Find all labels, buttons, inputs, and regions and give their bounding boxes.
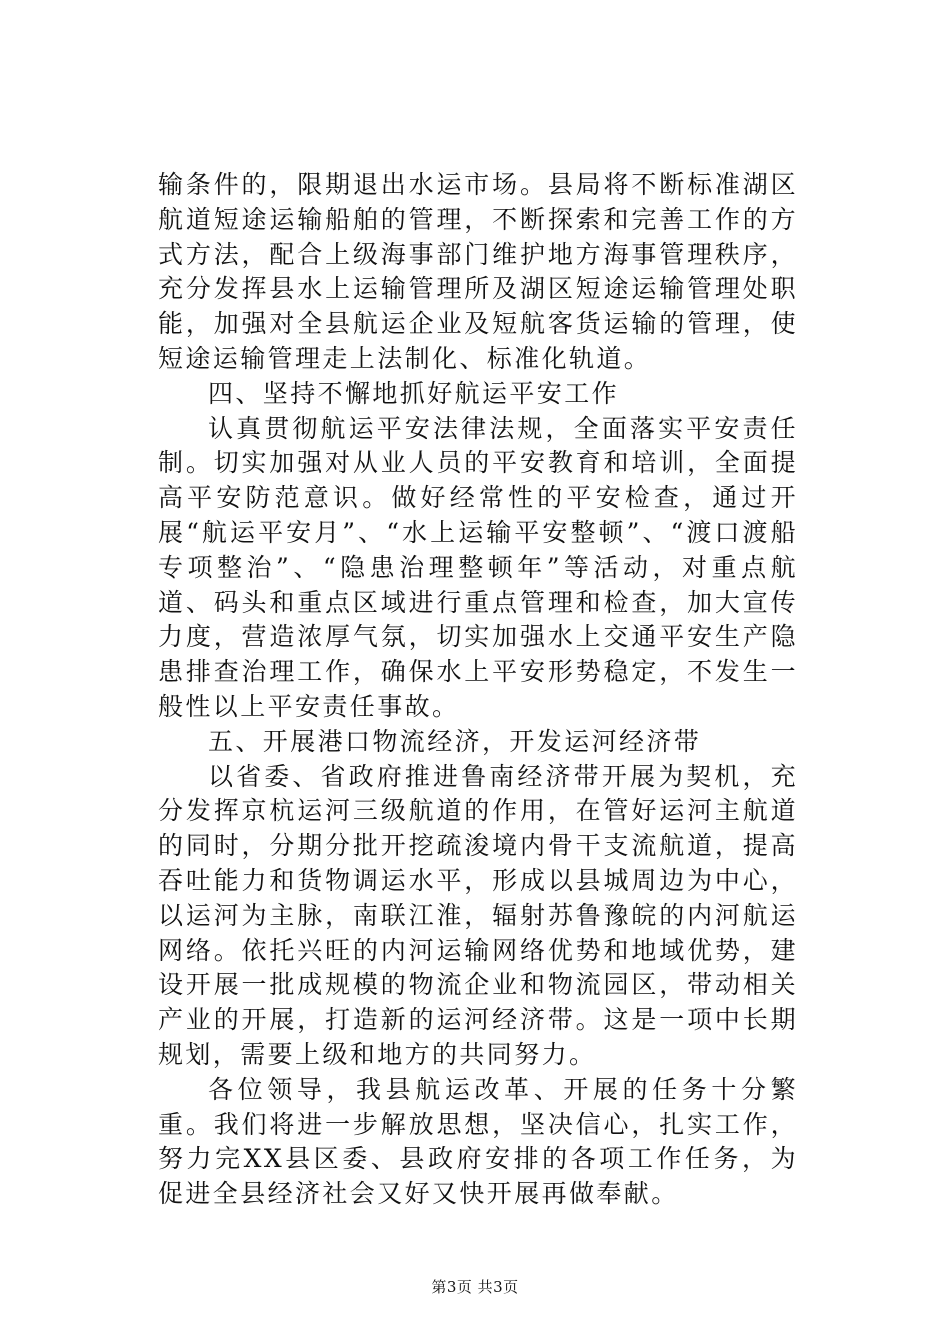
section-heading-4: 四、坚持不懈地抓好航运平安工作	[208, 378, 620, 408]
paragraph-closing: 各位领导，我县航运改革、开展的任务十分繁重。我们将进一步解放思想，坚决信心，扎实工作，努力完XX县区委、县政府安排的各项工作任务，为促进全县经济社会又好又快开展再做奉献。	[158, 1074, 798, 1209]
paragraph-safety: 认真贯彻航运平安法律法规，全面落实平安责任制。切实加强对从业人员的平安教育和培训，全面提高平安防范意识。做好经常性的平安检查，通过开展“航运平安月”、“水上运输平安整顿”、“渡口渡船专项整治”、“隐患治理整顿年”等活动，对重点航道、码头和重点区域进行重点管理和检查，加大宣传力度，营造浓厚气氛，切实加强水上交通平安生产隐患排查治理工作，确保水上平安形势稳定，不发生一般性以上平安责任事故。	[158, 413, 798, 721]
section-heading-5: 五、开展港口物流经济，开发运河经济带	[208, 726, 702, 756]
document-body	[158, 168, 798, 1212]
paragraph-continuation: 输条件的，限期退出水运市场。县局将不断标准湖区航道短途运输船舶的管理，不断探索和完善工作的方式方法，配合上级海事部门维护地方海事管理秩序，充分发挥县水上运输管理所及湖区短途运输管理处职能，加强对全县航运企业及短航客货运输的管理，使短途运输管理走上法制化、标准化轨道。	[158, 170, 798, 373]
paragraph-logistics: 以省委、省政府推进鲁南经济带开展为契机，充分发挥京杭运河三级航道的作用，在管好运河主航道的同时，分期分批开挖疏浚境内骨干支流航道，提高吞吐能力和货物调运水平，形成以县城周边为中心，以运河为主脉，南联江淮，辐射苏鲁豫皖的内河航运网络。依托兴旺的内河运输网络优势和地域优势，建设开展一批成规模的物流企业和物流园区，带动相关产业的开展，打造新的运河经济带。这是一项中长期规划，需要上级和地方的共同努力。	[158, 761, 798, 1069]
page-footer: 第3页 共3页	[431, 1278, 519, 1296]
